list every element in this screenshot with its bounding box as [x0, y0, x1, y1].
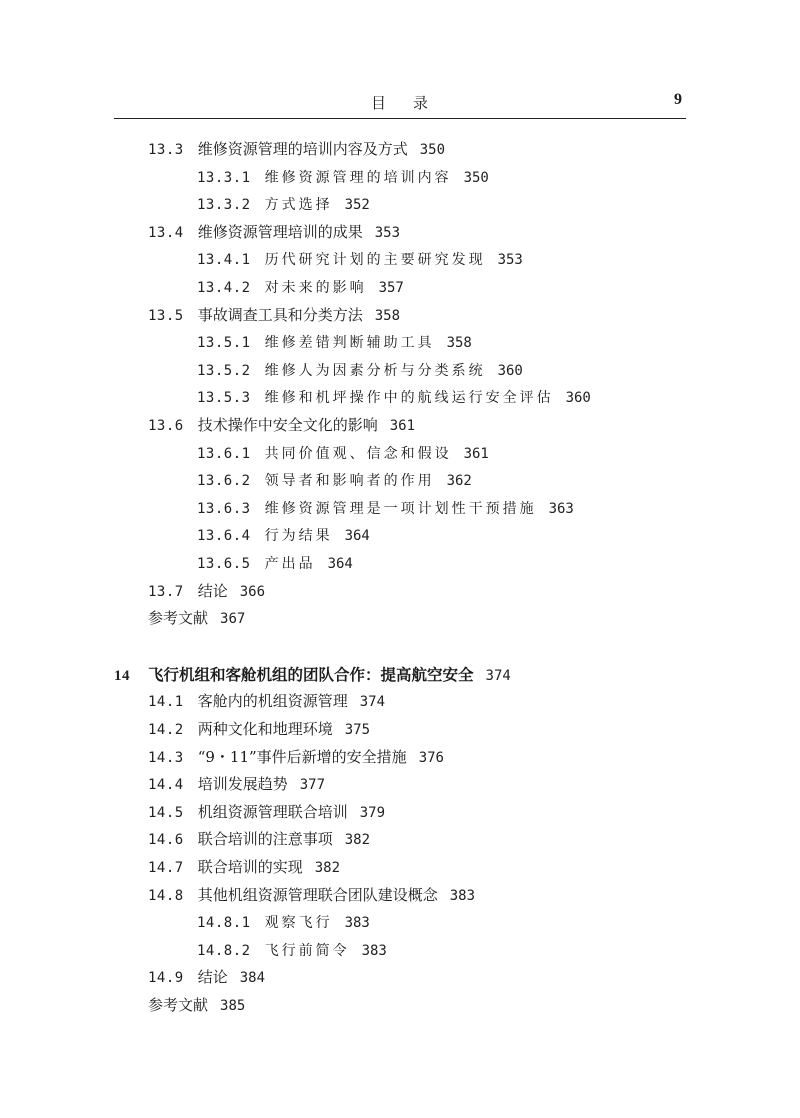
toc-entry-number: 13.6.1 [197, 445, 251, 462]
toc-entry [197, 467, 472, 494]
toc-entry-page: 382 [314, 860, 341, 876]
toc-entry [197, 522, 370, 549]
toc-entry [197, 495, 574, 522]
toc-entry-page: 350 [419, 142, 446, 158]
toc-entry-number: 14.4 [148, 777, 184, 794]
toc-entry [197, 384, 591, 411]
toc-entry-page: 383 [449, 887, 476, 904]
toc-entry [148, 688, 385, 715]
toc-entry-number: 13.6.2 [197, 473, 251, 490]
toc-entry-number: 14.9 [148, 970, 184, 987]
toc-entry-number: 14.2 [148, 722, 184, 738]
toc-entry-number: 13.6.5 [197, 556, 251, 572]
toc-references-entry [148, 992, 245, 1019]
running-header [114, 88, 686, 119]
toc-entry-number: 14.3 [148, 749, 184, 766]
toc-entry-title: 对未来的影响 [264, 280, 367, 296]
toc-entry-number: 13.3.1 [197, 169, 251, 186]
toc-entry-page: 360 [565, 390, 591, 407]
toc-entry-number: 14.1 [148, 694, 184, 711]
toc-entry [148, 302, 400, 329]
toc-entry-page: 358 [374, 307, 401, 324]
toc-entry-title: 维修资源管理的培训内容及方式 [197, 140, 408, 158]
toc-entry-page: 384 [239, 970, 266, 987]
toc-entry-number: 13.7 [148, 583, 184, 600]
toc-entry [148, 771, 325, 798]
toc-entry-title: 行为结果 [264, 528, 333, 545]
toc-entry-title: 维修资源管理是一项计划性干预措施 [264, 500, 537, 517]
toc-entry-page: 353 [374, 224, 401, 241]
toc-entry-page: 375 [344, 722, 371, 738]
toc-entry [197, 357, 523, 384]
toc-entry-page: 352 [344, 197, 370, 214]
toc-entry [197, 329, 472, 356]
toc-entry [148, 964, 265, 991]
toc-entry-title: 联合培训的注意事项 [197, 830, 333, 849]
toc-entry-page: 350 [463, 169, 489, 186]
toc-entry-number: 13.4.1 [197, 252, 251, 269]
toc-entry-number: 13.5 [148, 307, 184, 324]
toc-chapter-entry [114, 661, 511, 688]
toc-entry [148, 412, 415, 439]
toc-entry-page: 377 [299, 777, 326, 794]
toc-entry-title: 技术操作中安全文化的影响 [197, 416, 378, 434]
toc-entry-page: 376 [418, 749, 444, 766]
toc-entry-title: 飞行机组和客舱机组的团队合作：提高航空安全 [148, 664, 474, 684]
toc-entry-page: 360 [497, 362, 523, 379]
toc-entry-number: 14.7 [148, 860, 184, 876]
toc-entry-number: 13.5.1 [197, 335, 251, 352]
toc-entry [197, 937, 387, 964]
toc-entry-title: 维修资源管理的培训内容 [264, 169, 452, 186]
toc-entry-title: 机组资源管理联合培训 [197, 802, 348, 821]
toc-entry-page: 383 [361, 942, 387, 959]
toc-entry-page: 362 [446, 473, 472, 490]
toc-entry [148, 744, 444, 771]
toc-entry-number: 13.4.2 [197, 280, 251, 296]
toc-entry-title: 结论 [197, 581, 228, 600]
toc-entry-title: 参考文献 [148, 609, 209, 628]
toc-entry-page: 374 [359, 694, 386, 711]
toc-entry [197, 164, 489, 191]
toc-entry-title: 维修差错判断辅助工具 [264, 335, 435, 352]
header-title-char-2: 录 [413, 94, 430, 112]
toc-entry-number: 13.5.2 [197, 362, 251, 379]
toc-entry [197, 191, 370, 218]
toc-entry-title: 维修人为因素分析与分类系统 [264, 362, 486, 379]
toc-entry [197, 550, 353, 577]
toc-entry-page: 383 [344, 915, 370, 932]
toc-entry-title: 其他机组资源管理联合团队建设概念 [197, 885, 438, 904]
toc-entry [148, 799, 385, 826]
toc-references-entry [148, 605, 245, 632]
toc-entry-page: 385 [220, 998, 246, 1014]
toc-entry-title: 历代研究计划的主要研究发现 [264, 252, 486, 269]
toc-entry-title: 联合培训的实现 [197, 858, 303, 876]
toc-entry-number: 13.4 [148, 224, 184, 241]
toc-entry [148, 716, 370, 743]
toc-entry-page: 367 [220, 611, 246, 628]
toc-entry [148, 854, 340, 881]
toc-entry-number: 13.5.3 [197, 390, 251, 407]
toc-entry-number: 13.6 [148, 418, 184, 434]
toc-entry [197, 909, 370, 936]
toc-entry-title: 事故调查工具和分类方法 [197, 305, 363, 324]
page-number: 9 [674, 91, 682, 108]
header-title [114, 92, 686, 113]
toc-entry-title: 培训发展趋势 [197, 775, 288, 794]
toc-entry-number: 14.8.1 [197, 915, 251, 932]
toc-entry-title: 产出品 [264, 556, 316, 572]
toc-entry-number: 14.6 [148, 832, 184, 849]
toc-entry [148, 578, 265, 605]
toc-entry-page: 357 [378, 280, 404, 296]
toc-entry-page: 353 [497, 252, 523, 269]
toc-entry-page: 382 [344, 832, 371, 849]
toc-entry-number: 13.3 [148, 142, 184, 158]
toc-entry-title: 方式选择 [264, 197, 333, 214]
toc-entry [148, 136, 445, 163]
toc-entry [197, 274, 404, 301]
toc-entry-title: 维修资源管理培训的成果 [197, 222, 363, 241]
toc-entry-title: 飞行前简令 [264, 942, 350, 959]
toc-entry [197, 440, 489, 467]
toc-entry-number: 14.8 [148, 887, 184, 904]
toc-entry-number: 13.6.3 [197, 500, 251, 517]
toc-entry-title: 观察飞行 [264, 915, 333, 932]
toc-entry-number: 14.8.2 [197, 942, 251, 959]
toc-entry-page: 363 [548, 500, 574, 517]
toc-entry-page: 358 [446, 335, 472, 352]
toc-entry-title: 两种文化和地理环境 [197, 720, 333, 738]
toc-entry-page: 379 [359, 804, 386, 821]
toc-entry-title: 共同价值观、信念和假设 [264, 445, 452, 462]
toc-entry-title: 维修和机坪操作中的航线运行安全评估 [264, 390, 554, 407]
toc-entry [148, 882, 475, 909]
toc-entry-number: 13.3.2 [197, 197, 251, 214]
toc-entry-page: 361 [463, 445, 489, 462]
toc-entry-title: 领导者和影响者的作用 [264, 473, 435, 490]
toc-entry-number: 14 [114, 667, 130, 684]
toc-entry [197, 246, 523, 273]
toc-entry-page: 374 [485, 667, 511, 684]
header-title-char-1: 目 [370, 94, 387, 112]
toc-entry-page: 361 [389, 418, 416, 434]
toc-entry-number: 14.5 [148, 804, 184, 821]
toc-entry-title: 参考文献 [148, 996, 209, 1014]
toc-entry-page: 364 [344, 528, 370, 545]
toc-entry-number: 13.6.4 [197, 528, 251, 545]
toc-entry-title: 结论 [197, 968, 228, 987]
toc-entry [148, 826, 370, 853]
toc-entry-page: 364 [327, 556, 353, 572]
toc-entry-title: “9・11”事件后新增的安全措施 [197, 747, 407, 766]
toc-entry [148, 219, 400, 246]
toc-entry-title: 客舱内的机组资源管理 [197, 692, 348, 711]
toc-entry-page: 366 [239, 583, 266, 600]
